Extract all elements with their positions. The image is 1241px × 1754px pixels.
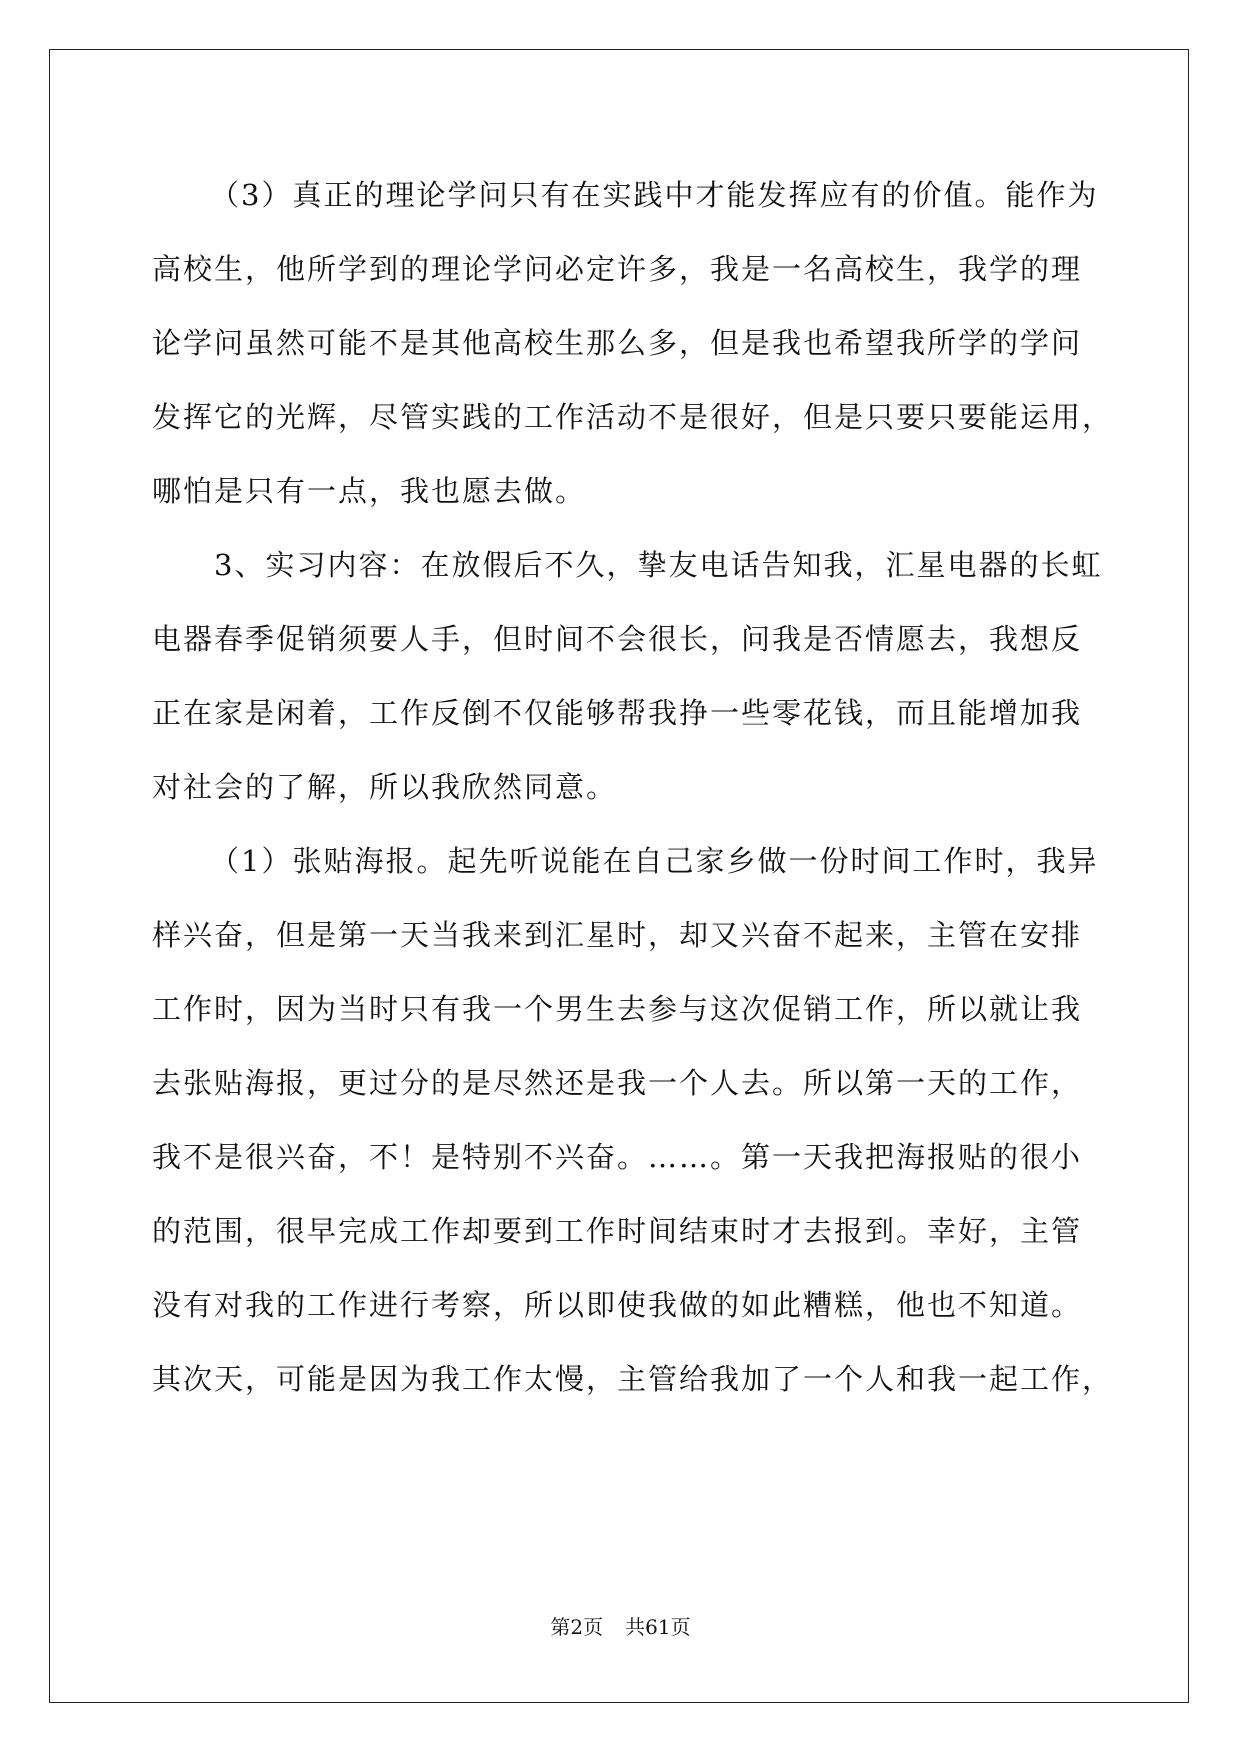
page-prefix: 第 [550,1615,571,1639]
document-body [152,158,1114,1416]
paragraph-line: 的范围，很早完成工作却要到工作时间结束时才去报到。幸好，主管 [152,1214,1083,1248]
paragraph-line: 没有对我的工作进行考察，所以即使我做的如此糟糕，他也不知道。 [152,1288,1083,1322]
paragraph-line: 正在家是闲着，工作反倒不仅能够帮我挣一些零花钱，而且能增加我 [152,696,1083,730]
paragraph-line: 电器春季促销须要人手，但时间不会很长，问我是否情愿去，我想反 [152,622,1083,656]
paragraph-line: 论学问虽然可能不是其他高校生那么多，但是我也希望我所学的学问 [152,326,1083,360]
total-page-count: 61 [645,1615,671,1639]
current-page-number: 2 [570,1615,584,1639]
paragraph-line: （1）张贴海报。起先听说能在自己家乡做一份时间工作时，我异 [210,844,1099,878]
paragraph-line: 3、实习内容：在放假后不久，挚友电话告知我，汇星电器的长虹 [214,548,1103,582]
paragraph-line: 样兴奋，但是第一天当我来到汇星时，却又兴奋不起来，主管在安排 [152,918,1083,952]
paragraph-line: 高校生，他所学到的理论学问必定许多，我是一名高校生，我学的理 [152,252,1083,286]
paragraph-line: 我不是很兴奋，不！是特别不兴奋。……。第一天我把海报贴的很小 [152,1140,1083,1174]
paragraph-line: （3）真正的理论学问只有在实践中才能发挥应有的价值。能作为 [210,178,1099,212]
total-unit: 页 [670,1615,691,1639]
paragraph-line: 发挥它的光辉，尽管实践的工作活动不是很好，但是只要只要能运用， [152,400,1114,434]
paragraph-line: 工作时，因为当时只有我一个男生去参与这次促销工作，所以就让我 [152,992,1083,1026]
paragraph-line: 去张贴海报，更过分的是尽然还是我一个人去。所以第一天的工作， [152,1066,1083,1100]
total-prefix: 共 [625,1615,646,1639]
page-unit: 页 [583,1615,604,1639]
paragraph-line: 对社会的了解，所以我欣然同意。 [152,770,618,804]
paragraph-line: 哪怕是只有一点，我也愿去做。 [152,474,587,508]
page-footer [0,1614,1241,1640]
paragraph-line: 其次天，可能是因为我工作太慢，主管给我加了一个人和我一起工作， [152,1362,1114,1396]
